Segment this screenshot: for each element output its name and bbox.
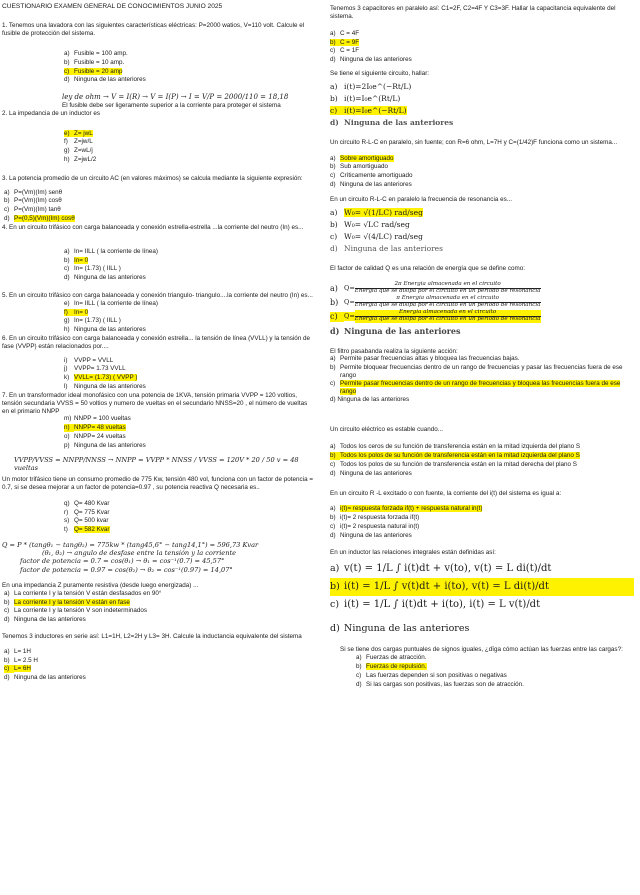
q8-formula-3: factor de potencia = 0.7 = cos(θ₁) → θ₁ = cos⁻¹(0.7) = 45,57° [20, 557, 225, 566]
q2-option-f: f) Z=jw/L [64, 138, 93, 146]
q16-option-b: b) Permite bloquear frecuencias dentro de un rango de frecuencias y pasar las frecuencias fuera de ese rango [330, 364, 623, 380]
question-17: Un circuito eléctrico es estable cuando... [330, 426, 444, 434]
q12-option-d: d) Ninguna de las anteriores [330, 118, 454, 128]
q3-option-c: c) P=(Vm)(Im) tanθ [4, 206, 61, 214]
q7-option-m: m) NNPP = 100 vueltas [64, 415, 131, 423]
q7-option-o: o) NNPP= 24 vueltas [64, 433, 126, 441]
q13-option-b: b) Sub amortiguado [330, 163, 388, 171]
right-column [326, 0, 638, 689]
q1-option-c: c) Fusible = 20 amp [64, 67, 123, 75]
q11-option-d: d) Ninguna de las anteriores [330, 56, 412, 64]
q6-option-l: l) Ninguna de las anteriores [64, 383, 146, 391]
q8-formula-2: (θ₁, θ₂) → angulo de desfase entre la tensión y la corriente [42, 549, 237, 558]
q10-option-a: a) L= 1H [4, 647, 31, 655]
question-11: Tenemos 3 capacitores en paralelo así: C1=2F, C2=4F Y C3=3F. Hallar la capacitancia equivalente del sistema. [330, 5, 616, 20]
q8-option-r: r) Q= 775 Kvar [64, 508, 110, 516]
q12-option-b: b) i(t)=I₀e^(Rt/L) [330, 94, 401, 104]
q9-option-a: a) La corriente I y la tensión V están desfasados en 90° [4, 589, 162, 597]
q10-option-c: c) L= 6H [4, 665, 31, 673]
q4-option-c: c) In= (1.73) ( IILL ) [64, 265, 121, 273]
q20-option-a: a) Fuerzas de atracción. [356, 654, 427, 662]
q1-option-a: a) Fusible = 100 amp. [64, 49, 128, 57]
question-15: El factor de calidad Q es una relación de energía que se define como: [330, 264, 525, 272]
q11-option-a: a) C = 4F [330, 29, 360, 37]
q17-option-d: d) Ninguna de las anteriores [330, 469, 412, 477]
q19-option-c: c) i(t) = 1/L ∫ i(t)dt + i(to), i(t) = L v(t)/dt [330, 599, 541, 611]
q1-option-b: b) Fusible = 10 amp. [64, 58, 125, 66]
q7-option-n: n) NNPP= 48 vueltas [64, 424, 126, 432]
question-10: Tenemos 3 inductores en serie así: L1=1H, L2=2H y L3= 3H. Calcule la inductancia equivalente del sistema [2, 632, 302, 640]
q11-option-c: c) C = 1F [330, 47, 360, 55]
q3-option-a: a) P=(Vm)(Im) senθ [4, 188, 63, 196]
q18-option-d: d) Ninguna de las anteriores [330, 531, 412, 539]
question-6: 6. En un circuito trifásico con carga balanceada y conexión estrella... la tensión de línea (VVLL) y la tensión de fase (VVPP) están relacionados por.... [2, 334, 311, 350]
question-13: Un circuito R-L-C en paralelo, sin fuente; con R=6 ohm, L=7H y C=(1/42)F funciona como un sistema... [330, 138, 618, 146]
q9-option-d: d) Ninguna de las anteriores [4, 616, 86, 624]
q2-option-h: h) Z=jwL/2 [64, 156, 97, 163]
q15-option-d: d) Ninguna de las anteriores [330, 325, 461, 336]
document-title: CUESTIONARIO EXAMEN GENERAL DE CONOCIMIENTOS JUNIO 2025 [2, 3, 223, 10]
q19-option-d: d) Ninguna de las anteriores [330, 623, 470, 635]
q6-option-i: i) VVPP = VVLL [64, 356, 114, 364]
q5-option-g: g) In= (1.73) ( IILL ) [64, 317, 121, 325]
q8-option-s: s) Q= 500 kvar [64, 517, 109, 525]
q3-option-b: b) P=(Vm)(Im) cosθ [4, 197, 62, 205]
q6-option-j: j) VVPP= 1.73 VVLL [64, 365, 126, 373]
question-20: Si se tiene dos cargas puntuales de signos iguales, ¿dīga cómo actúan las fuerzas entre las cargas?: [340, 646, 623, 654]
q13-option-a: a) Sobre amortiguado [330, 154, 394, 162]
q19-option-b: b) i(t) = 1/L ∫ v(t)dt + i(to), v(t) = L di(t)/dt [330, 578, 634, 596]
q17-option-b: b) Todos los polos de su función de transferencia están en la mitad izquierda del plano S [330, 452, 580, 460]
question-2: 2. La impedancia de un inductor es [2, 109, 101, 117]
question-19: En un inductor las relaciones integrales están definidas así: [330, 548, 496, 556]
q20-option-d: d) Si las cargas son positivas, las fuerzas son de atracción. [356, 680, 524, 688]
question-7: 7. En un transformador ideal monofásico con una potencia de 1KVA, tensión primaria VVPP = 120 voltios, tensión secundaria VVSS = 50 voltios y numero de vueltas en el secundario NNSS=20 , el número de vueltas en el primario NNPP [2, 391, 308, 415]
q18-option-a: a) i(t)= respuesta forzada if(t) + respuesta natural in(t) [330, 505, 483, 513]
q11-option-b: b) C = 9F [330, 38, 360, 46]
q14-option-d: d) Ninguna de las anteriores [330, 243, 443, 253]
q10-option-d: d) Ninguna de las anteriores [4, 674, 86, 682]
q19-option-a: a) v(t) = 1/L ∫ i(t)dt + v(to), v(t) = L di(t)/dt [330, 563, 552, 575]
q14-option-c: c) W₀= √(4/LC) rad/seg [330, 231, 423, 241]
q10-option-b: b) L= 2.5 H [4, 656, 38, 664]
q5-option-h: h) Ninguna de las anteriores [64, 326, 146, 334]
question-1: 1. Tenemos una lavadora con las siguientes características eléctricas: P=2000 watios, V=110 volt. Calcule el fusible de protección del sistema. [2, 22, 305, 38]
q17-option-c: c) Todos los polos de su función de transferencia están en la mitad derecha del plano S [330, 460, 577, 468]
q17-option-a: a) Todos los ceros de su función de transferencia están en la mitad izquierda del plano S [330, 443, 581, 451]
q12-option-a: a) i(t)=2I₀e^(−Rt/L) [330, 82, 412, 92]
q16-option-d: d) Ninguna de las anteriores [330, 395, 410, 403]
q18-option-c: c) i(t)= 2 respuesta natural in(t) [330, 522, 420, 530]
question-14: En un circuito R-L-C en paralelo la frecuencia de resonancia es... [330, 195, 513, 203]
q8-option-q: q) Q= 480 Kvar [64, 499, 110, 507]
q18-option-b: b) i(t)= 2 respuesta forzada if(t) [330, 514, 420, 522]
question-12: Se tiene el siguiente circuito, hallar: [330, 69, 430, 77]
q5-option-e: e) In= IILL ( la corriente de línea) [64, 299, 158, 307]
q15-option-b: b) Q= π Energia almacenada en el circuito Energia que se disipa por el circuito en un periodo de resonancia [330, 295, 541, 309]
q20-option-b: b) Fuerzas de repulsión. [356, 663, 427, 671]
question-16: El filtro pasabanda realiza la siguiente acción: [330, 347, 458, 355]
q15-option-c: c) Q= Energia almacenada en el circuito Energia que se disipa por el circuito en un periodo de resonancia [330, 309, 541, 323]
q15-option-a: a) Q= 2π Energia almacenada en el circuito Energia que se disipa por el circuito en un periodo de resonancia [330, 281, 541, 295]
q13-option-c: c) Críticamente amortiguado [330, 172, 413, 180]
q4-option-a: a) In= IILL ( la corriente de línea) [64, 247, 158, 255]
q7-formula: VVPP/VVSS = NNPP/NNSS → NNPP = VVPP * NNSS / VVSS = 120V * 20 / 50 v = 48 vueltas [14, 455, 299, 472]
q14-option-a: a) W₀= √(1/LC) rad/seg [330, 207, 423, 217]
q2-option-g: g) Z=wL/j [64, 147, 93, 155]
q8-formula-4: factor de potencia = 0.97 = cos(θ₂) → θ₂ = cos⁻¹(0.97) = 14,07° [20, 565, 233, 574]
q9-option-b: b) La corriente I y la tensión V están en fase [4, 598, 130, 606]
q9-option-c: c) La corriente I y la tensión V son indeterminados [4, 607, 148, 615]
question-3: 3. La potencia promedio de un circuito AC (en valores máximos) se calcula mediante la siguiente expresión: [2, 174, 303, 182]
q8-option-t: t) Q= 582 Kvar [64, 526, 110, 534]
question-4: 4. En un circuito trifásico con carga balanceada y conexión estrella-estrella ...la corriente del neutro (In) es... [2, 223, 304, 231]
q14-option-b: b) W₀= √LC rad/seg [330, 219, 410, 229]
q1-option-d: d) Ninguna de las anteriores [64, 76, 146, 84]
left-column [0, 0, 318, 683]
q16-option-a: a) Permite pasar frecuencias altas y bloquea las frecuencias bajas. [330, 355, 520, 363]
q4-option-b: b) In= 0 [64, 256, 89, 264]
q20-option-c: c) Las fuerzas dependen si son positivas o negativas [356, 671, 507, 679]
question-18: En un circuito R -L excitado o con fuente, la corriente del i(t) del sistema es igual a: [330, 490, 562, 498]
question-5: 5. En un circuito trifásico con carga balanceada y conexión triangulo- triangulo....la corriente del neutro (In) es... [2, 291, 313, 299]
q5-option-f: f) In= 0 [64, 308, 89, 316]
q1-note: El fusible debe ser ligeramente superior a la corriente para proteger el sistema [62, 101, 281, 109]
q12-option-c: c) i(t)=I₀e^(−Rt/L) [330, 106, 407, 116]
question-8: Un motor trifásico tiene un consumo promedio de 775 Kw, tensión 480 vol, funciona con un factor de potencia = 0.7, si se desea mejorar a un factor de potencia=0.97 , su potencia reactiva Q necesaria es.. [2, 476, 314, 491]
q13-option-d: d) Ninguna de las anteriores [330, 181, 412, 189]
q2-option-e: e) Z= jwL [64, 129, 93, 137]
question-9: En una impedancia Z puramente resistiva (desde luego energizada) ... [2, 581, 199, 589]
q4-option-d: d) Ninguna de las anteriores [64, 274, 146, 282]
q1-formula: ley de ohm → V = I(R) → V = I(P) → I = V/P = 2000/110 = 18,18 [62, 93, 289, 102]
q8-formula-1: Q = P * (tangθ₁ − tangθ₂) = 775kw * (tang45,6° − tang14,1°) = 596,73 Kvar [2, 540, 259, 549]
q7-option-p: p) Ninguna de las anteriores [64, 441, 146, 449]
q16-option-c: c) Permite pasar frecuencias dentro de un rango de frecuencias y bloquea las frecuencias fuera de ese rango [330, 379, 621, 395]
q6-option-k: k) VVLL= (1.73) ( VVPP ) [64, 374, 138, 382]
q3-option-d: d) P=(0,5)(Vm)(Im) cosθ [4, 215, 75, 223]
